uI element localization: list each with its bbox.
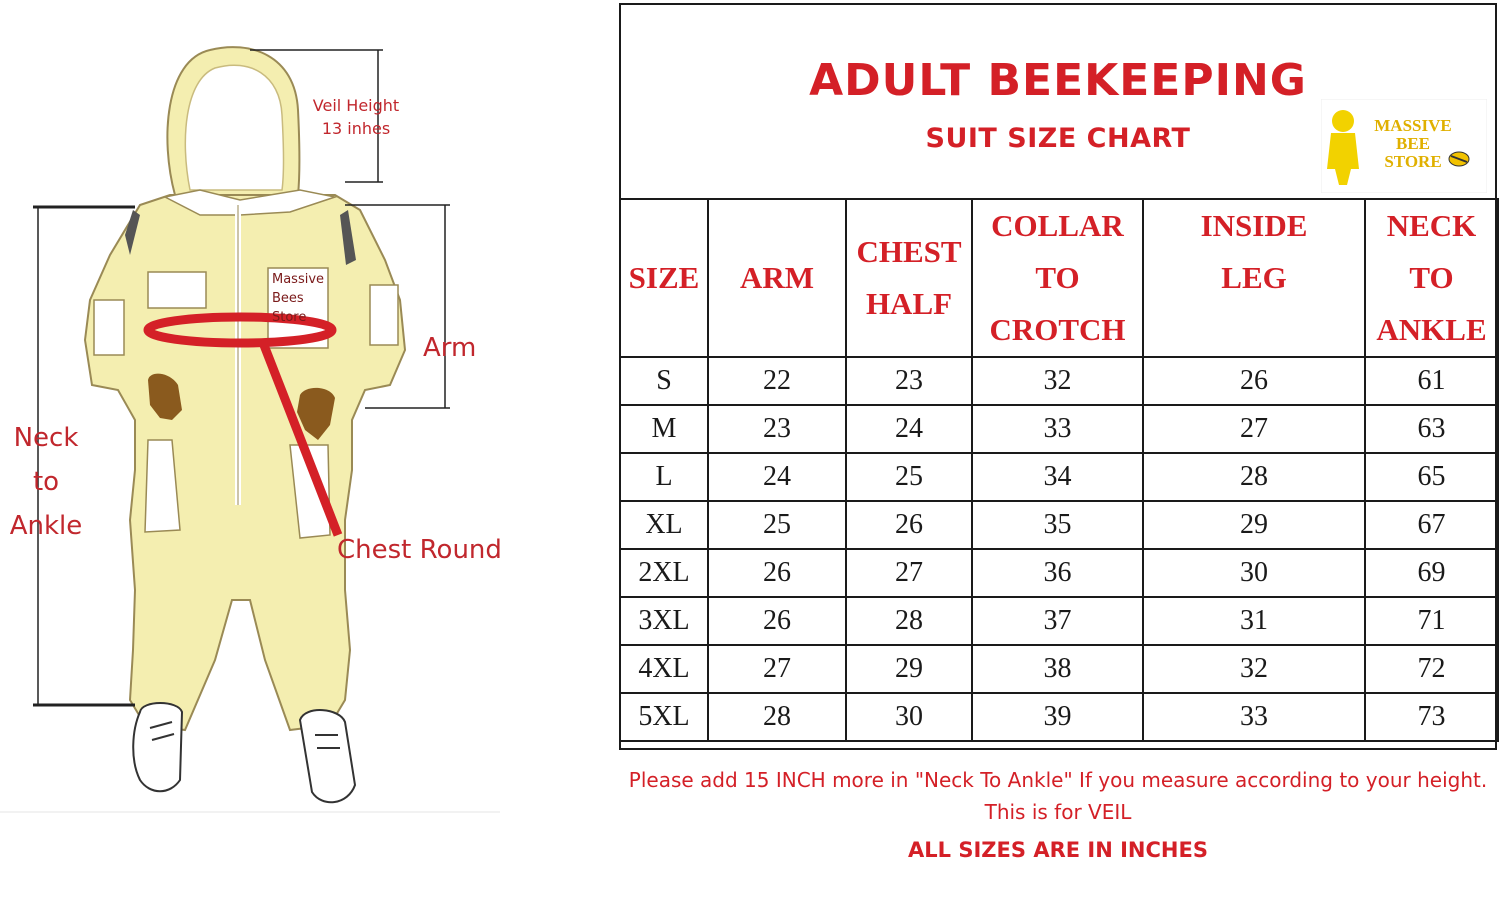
neck-to-ankle-label: Neck to: [13, 423, 79, 497]
chest-round-label: Chest Round: [337, 535, 502, 565]
size-chart: [619, 3, 1497, 750]
table-header-row: [620, 199, 1498, 357]
table-cell: 27: [1143, 405, 1365, 453]
table-cell: 65: [1365, 453, 1498, 501]
table-cell: 25: [846, 453, 972, 501]
chart-subtitle: SUIT SIZE CHART: [925, 123, 1191, 154]
table-cell: 4XL: [620, 645, 708, 693]
table-row: [620, 501, 1498, 549]
table-cell: 29: [846, 645, 972, 693]
header-inside-leg: INSIDE LEG: [1143, 199, 1365, 357]
table-cell: 26: [708, 597, 846, 645]
table-row: [620, 597, 1498, 645]
table-cell: 67: [1365, 501, 1498, 549]
arm-label: Arm: [423, 333, 477, 363]
table-cell: XL: [620, 501, 708, 549]
header-collar-to-crotch: COLLAR TO CROTCH: [972, 199, 1143, 357]
table-cell: 3XL: [620, 597, 708, 645]
table-cell: 72: [1365, 645, 1498, 693]
table-cell: 5XL: [620, 693, 708, 741]
table-cell: 33: [1143, 693, 1365, 741]
table-cell: S: [620, 357, 708, 405]
table-cell: 63: [1365, 405, 1498, 453]
note-units: ALL SIZES ARE IN INCHES: [908, 838, 1208, 862]
note-veil: This is for VEIL: [984, 800, 1132, 824]
store-logo: [1321, 99, 1487, 193]
table-cell: M: [620, 405, 708, 453]
table-cell: 32: [972, 357, 1143, 405]
table-cell: 25: [708, 501, 846, 549]
table-cell: 23: [708, 405, 846, 453]
table-cell: 2XL: [620, 549, 708, 597]
logo-text: BEE: [1395, 134, 1431, 153]
size-table: [619, 198, 1499, 742]
suit-illustration: [0, 0, 600, 895]
table-cell: 38: [972, 645, 1143, 693]
table-cell: 23: [846, 357, 972, 405]
table-row: [620, 405, 1498, 453]
table-cell: 24: [846, 405, 972, 453]
table-row: [620, 453, 1498, 501]
badge-line: Massive: [272, 272, 325, 287]
badge-line: Store: [272, 310, 307, 325]
table-cell: 34: [972, 453, 1143, 501]
note-neck-to-ankle: Please add 15 INCH more in "Neck To Ankle" If you measure according to your height.: [628, 768, 1488, 792]
suit-badge: [272, 270, 328, 327]
table-cell: 28: [708, 693, 846, 741]
size-notes: [620, 764, 1496, 870]
table-cell: 28: [846, 597, 972, 645]
table-cell: 39: [972, 693, 1143, 741]
logo-text: STORE: [1384, 152, 1442, 171]
table-row: [620, 549, 1498, 597]
header-size: SIZE: [620, 199, 708, 357]
chart-header: [621, 5, 1495, 200]
table-cell: 26: [708, 549, 846, 597]
table-cell: 35: [972, 501, 1143, 549]
badge-line: Bees: [272, 291, 304, 306]
table-row: [620, 645, 1498, 693]
table-row: [620, 693, 1498, 741]
veil-height-label: Veil Height: [312, 96, 400, 115]
table-cell: 31: [1143, 597, 1365, 645]
table-cell: 27: [708, 645, 846, 693]
table-cell: 24: [708, 453, 846, 501]
header-neck-to-ankle: NECK TO ANKLE: [1365, 199, 1498, 357]
table-cell: 30: [846, 693, 972, 741]
table-cell: 22: [708, 357, 846, 405]
table-cell: 26: [1143, 357, 1365, 405]
header-chest-half: CHEST HALF: [846, 199, 972, 357]
logo-text: MASSIVE: [1374, 116, 1452, 135]
table-cell: 26: [846, 501, 972, 549]
table-cell: 73: [1365, 693, 1498, 741]
chart-title: ADULT BEEKEEPING: [809, 55, 1307, 106]
table-cell: 33: [972, 405, 1143, 453]
table-cell: 27: [846, 549, 972, 597]
veil-height-value: 13 inhes: [321, 119, 391, 138]
table-cell: 28: [1143, 453, 1365, 501]
table-cell: 71: [1365, 597, 1498, 645]
header-arm: ARM: [708, 199, 846, 357]
table-cell: 61: [1365, 357, 1498, 405]
table-cell: 69: [1365, 549, 1498, 597]
table-cell: 37: [972, 597, 1143, 645]
table-row: [620, 357, 1498, 405]
table-cell: L: [620, 453, 708, 501]
table-cell: 36: [972, 549, 1143, 597]
table-cell: 29: [1143, 501, 1365, 549]
table-cell: 32: [1143, 645, 1365, 693]
table-cell: 30: [1143, 549, 1365, 597]
neck-to-ankle-label: Ankle: [9, 511, 83, 541]
